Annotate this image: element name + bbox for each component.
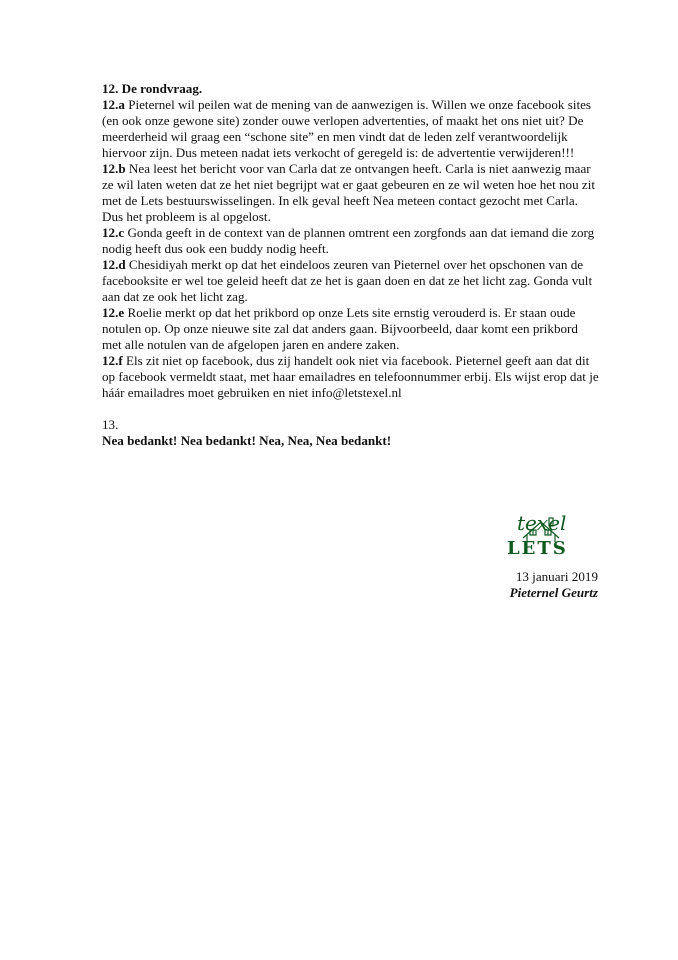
closing-thanks: Nea bedankt! Nea bedankt! Nea, Nea, Nea bedankt! (102, 433, 392, 448)
signature-date: 13 januari 2019 (515, 569, 598, 584)
item-label: 12.d (102, 257, 126, 272)
item-label: 12.c (102, 225, 125, 240)
item-text: Gonda geeft in de context van de plannen omtrent een zorgfonds aan dat iemand die zorg nodig heeft dus ook een buddy nodig heeft. (102, 225, 595, 256)
item-12f (102, 353, 600, 401)
paragraph-spacer (102, 401, 600, 417)
item-12b (102, 161, 600, 225)
item-label: 12.b (102, 161, 126, 176)
logo-lets-text: LETS (507, 538, 568, 558)
item-text: Roelie merkt op dat het prikbord op onze Lets site ernstig verouderd is. Er staan oude notulen op. Op onze nieuwe site zal dat anders gaan. Bijvoorbeeld, daar komt een prikbord met alle notulen van de afgelopen jaren en andere zaken. (102, 305, 578, 352)
item-12c (102, 225, 600, 257)
minutes-body (102, 81, 600, 449)
item-text: Chesidiyah merkt op dat het eindeloos zeuren van Pieternel over het opschonen van de facebooksite er wel toe geleid heeft dat ze het is gaan doen en dat ze het licht zag. Gonda vult aan dat ze ook het licht zag. (102, 257, 593, 304)
item-text: Pieternel wil peilen wat de mening van de aanwezigen is. Willen we onze facebook sites (en ook onze gewone site) zonder ouwe verlopen advertenties, of maakt het ons niet uit? De meerderheid wil graag een “schone site” en men vindt dat de leden zelf verantwoordelijk hiervoor zijn. Dus meteen nadat iets verkocht of geregeld is: de advertentie verwijderen!!! (102, 97, 592, 160)
item-text: Els zit niet op facebook, dus zij handelt ook niet via facebook. Pieternel geeft aan dat dit op facebook vermeldt staat, met haar emailadres en telefoonnummer erbij. Els wijst erop dat je háár emailadres moet gebruiken en niet info@letstexel.nl (102, 353, 599, 400)
item-label: 12.e (102, 305, 125, 320)
item-12d (102, 257, 600, 305)
item-12a (102, 97, 600, 161)
signature-author: Pieternel Geurtz (509, 585, 598, 600)
section-13-number: 13. (102, 417, 119, 432)
item-text: Nea leest het bericht voor van Carla dat ze ontvangen heeft. Carla is niet aanwezig maar ze wil laten weten dat ze het niet begrijpt wat er gaat gebeuren en ze wil weten hoe het nou zit met de Lets bestuurswisselingen. In elk geval heeft Nea meteen contact gezocht met Carla. Dus het probleem is al opgelost. (102, 161, 595, 224)
item-label: 12.f (102, 353, 123, 368)
lets-texel-logo (503, 508, 593, 558)
section-heading: 12. De rondvraag. (102, 81, 203, 96)
item-12e (102, 305, 600, 353)
logo-script-text: texel (517, 511, 567, 535)
item-label: 12.a (102, 97, 125, 112)
